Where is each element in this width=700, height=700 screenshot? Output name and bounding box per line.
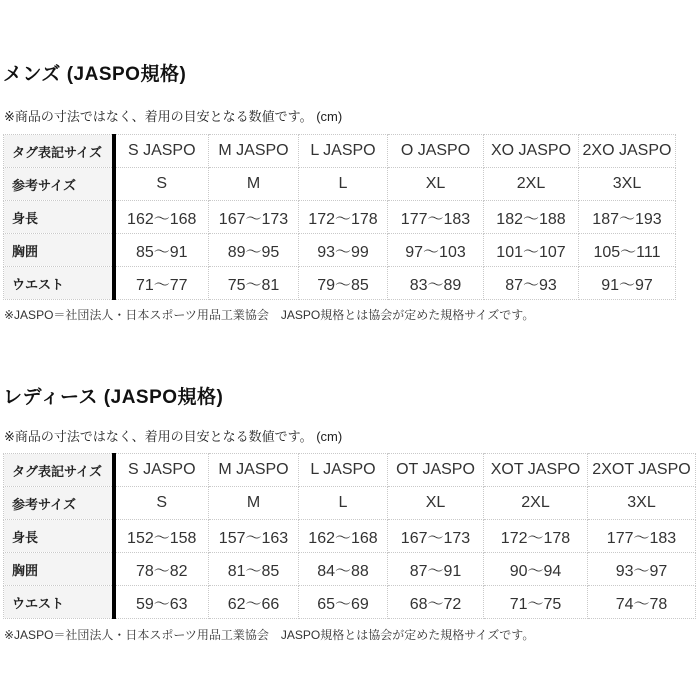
table-row-reference-size <box>4 168 676 201</box>
column-header-cell: O JASPO <box>388 135 484 168</box>
column-header-cell: S JASPO <box>114 454 209 487</box>
table-row-chest <box>4 234 676 267</box>
column-header-cell: OT JASPO <box>388 454 484 487</box>
column-header-cell: L JASPO <box>299 135 388 168</box>
row-header: 参考サイズ <box>4 168 114 201</box>
size-cell: 90～94 <box>484 553 588 586</box>
size-cell: 65～69 <box>299 586 388 619</box>
size-cell: 93～99 <box>299 234 388 267</box>
row-header: 胸囲 <box>4 553 114 586</box>
size-cell: 101～107 <box>484 234 579 267</box>
size-cell: 71～77 <box>114 267 209 300</box>
womens-size-note: ※商品の寸法ではなく、着用の目安となる数値です。 (cm) <box>4 429 343 444</box>
size-cell: L <box>299 487 388 520</box>
column-header-cell: L JASPO <box>299 454 388 487</box>
row-header: 身長 <box>4 201 114 234</box>
column-header-cell: XOT JASPO <box>484 454 588 487</box>
row-header: 参考サイズ <box>4 487 114 520</box>
size-cell: 105～111 <box>579 234 676 267</box>
column-header-cell: M JASPO <box>209 135 299 168</box>
size-cell: 87～93 <box>484 267 579 300</box>
size-cell: 79～85 <box>299 267 388 300</box>
column-header-cell: 2XO JASPO <box>579 135 676 168</box>
size-cell: 84～88 <box>299 553 388 586</box>
size-cell: XL <box>388 487 484 520</box>
size-cell: 167～173 <box>209 201 299 234</box>
size-cell: 3XL <box>579 168 676 201</box>
column-header-cell: XO JASPO <box>484 135 579 168</box>
size-cell: 172～178 <box>484 520 588 553</box>
size-cell: 2XL <box>484 487 588 520</box>
size-cell: 78～82 <box>114 553 209 586</box>
column-header-cell: M JASPO <box>209 454 299 487</box>
size-cell: 162～168 <box>299 520 388 553</box>
table-row-waist <box>4 586 696 619</box>
size-cell: 93～97 <box>588 553 696 586</box>
row-header: 身長 <box>4 520 114 553</box>
size-cell: 59～63 <box>114 586 209 619</box>
size-cell: 162～168 <box>114 201 209 234</box>
size-cell: 91～97 <box>579 267 676 300</box>
size-cell: 81～85 <box>209 553 299 586</box>
size-cell: M <box>209 168 299 201</box>
womens-section-title: レディース (JASPO規格) <box>3 387 224 408</box>
size-cell: 187～193 <box>579 201 676 234</box>
size-cell: XL <box>388 168 484 201</box>
table-row-tag-size <box>4 454 696 487</box>
size-cell: 97～103 <box>388 234 484 267</box>
womens-size-table <box>3 453 696 619</box>
size-cell: 157～163 <box>209 520 299 553</box>
size-cell: 172～178 <box>299 201 388 234</box>
row-header: ウエスト <box>4 267 114 300</box>
mens-section <box>3 62 700 323</box>
table-row-height <box>4 201 676 234</box>
column-header-cell: S JASPO <box>114 135 209 168</box>
womens-jaspo-footnote: ※JASPO＝社団法人・日本スポーツ用品工業協会 JASPO規格とは協会が定めた規格サイズです。 <box>4 628 535 642</box>
size-cell: 152～158 <box>114 520 209 553</box>
table-row-reference-size <box>4 487 696 520</box>
size-cell: 87～91 <box>388 553 484 586</box>
size-cell: S <box>114 487 209 520</box>
table-row-chest <box>4 553 696 586</box>
size-cell: 71～75 <box>484 586 588 619</box>
column-header-cell: 2XOT JASPO <box>588 454 696 487</box>
size-cell: 177～183 <box>388 201 484 234</box>
size-cell: 2XL <box>484 168 579 201</box>
size-cell: 83～89 <box>388 267 484 300</box>
size-cell: 68～72 <box>388 586 484 619</box>
size-cell: 74～78 <box>588 586 696 619</box>
size-cell: 85～91 <box>114 234 209 267</box>
row-header: ウエスト <box>4 586 114 619</box>
mens-size-table <box>3 134 676 300</box>
row-header: タグ表記サイズ <box>4 135 114 168</box>
size-cell: 89～95 <box>209 234 299 267</box>
size-cell: 177～183 <box>588 520 696 553</box>
size-cell: L <box>299 168 388 201</box>
row-header: 胸囲 <box>4 234 114 267</box>
size-cell: 62～66 <box>209 586 299 619</box>
size-cell: 75～81 <box>209 267 299 300</box>
size-cell: S <box>114 168 209 201</box>
table-row-waist <box>4 267 676 300</box>
table-row-height <box>4 520 696 553</box>
mens-jaspo-footnote: ※JASPO＝社団法人・日本スポーツ用品工業協会 JASPO規格とは協会が定めた規格サイズです。 <box>4 308 535 322</box>
mens-section-title: メンズ (JASPO規格) <box>3 64 187 85</box>
size-cell: M <box>209 487 299 520</box>
table-row-tag-size <box>4 135 676 168</box>
mens-size-note: ※商品の寸法ではなく、着用の目安となる数値です。 (cm) <box>4 109 343 124</box>
size-cell: 3XL <box>588 487 696 520</box>
womens-section <box>3 385 700 643</box>
size-cell: 167～173 <box>388 520 484 553</box>
row-header: タグ表記サイズ <box>4 454 114 487</box>
size-cell: 182～188 <box>484 201 579 234</box>
